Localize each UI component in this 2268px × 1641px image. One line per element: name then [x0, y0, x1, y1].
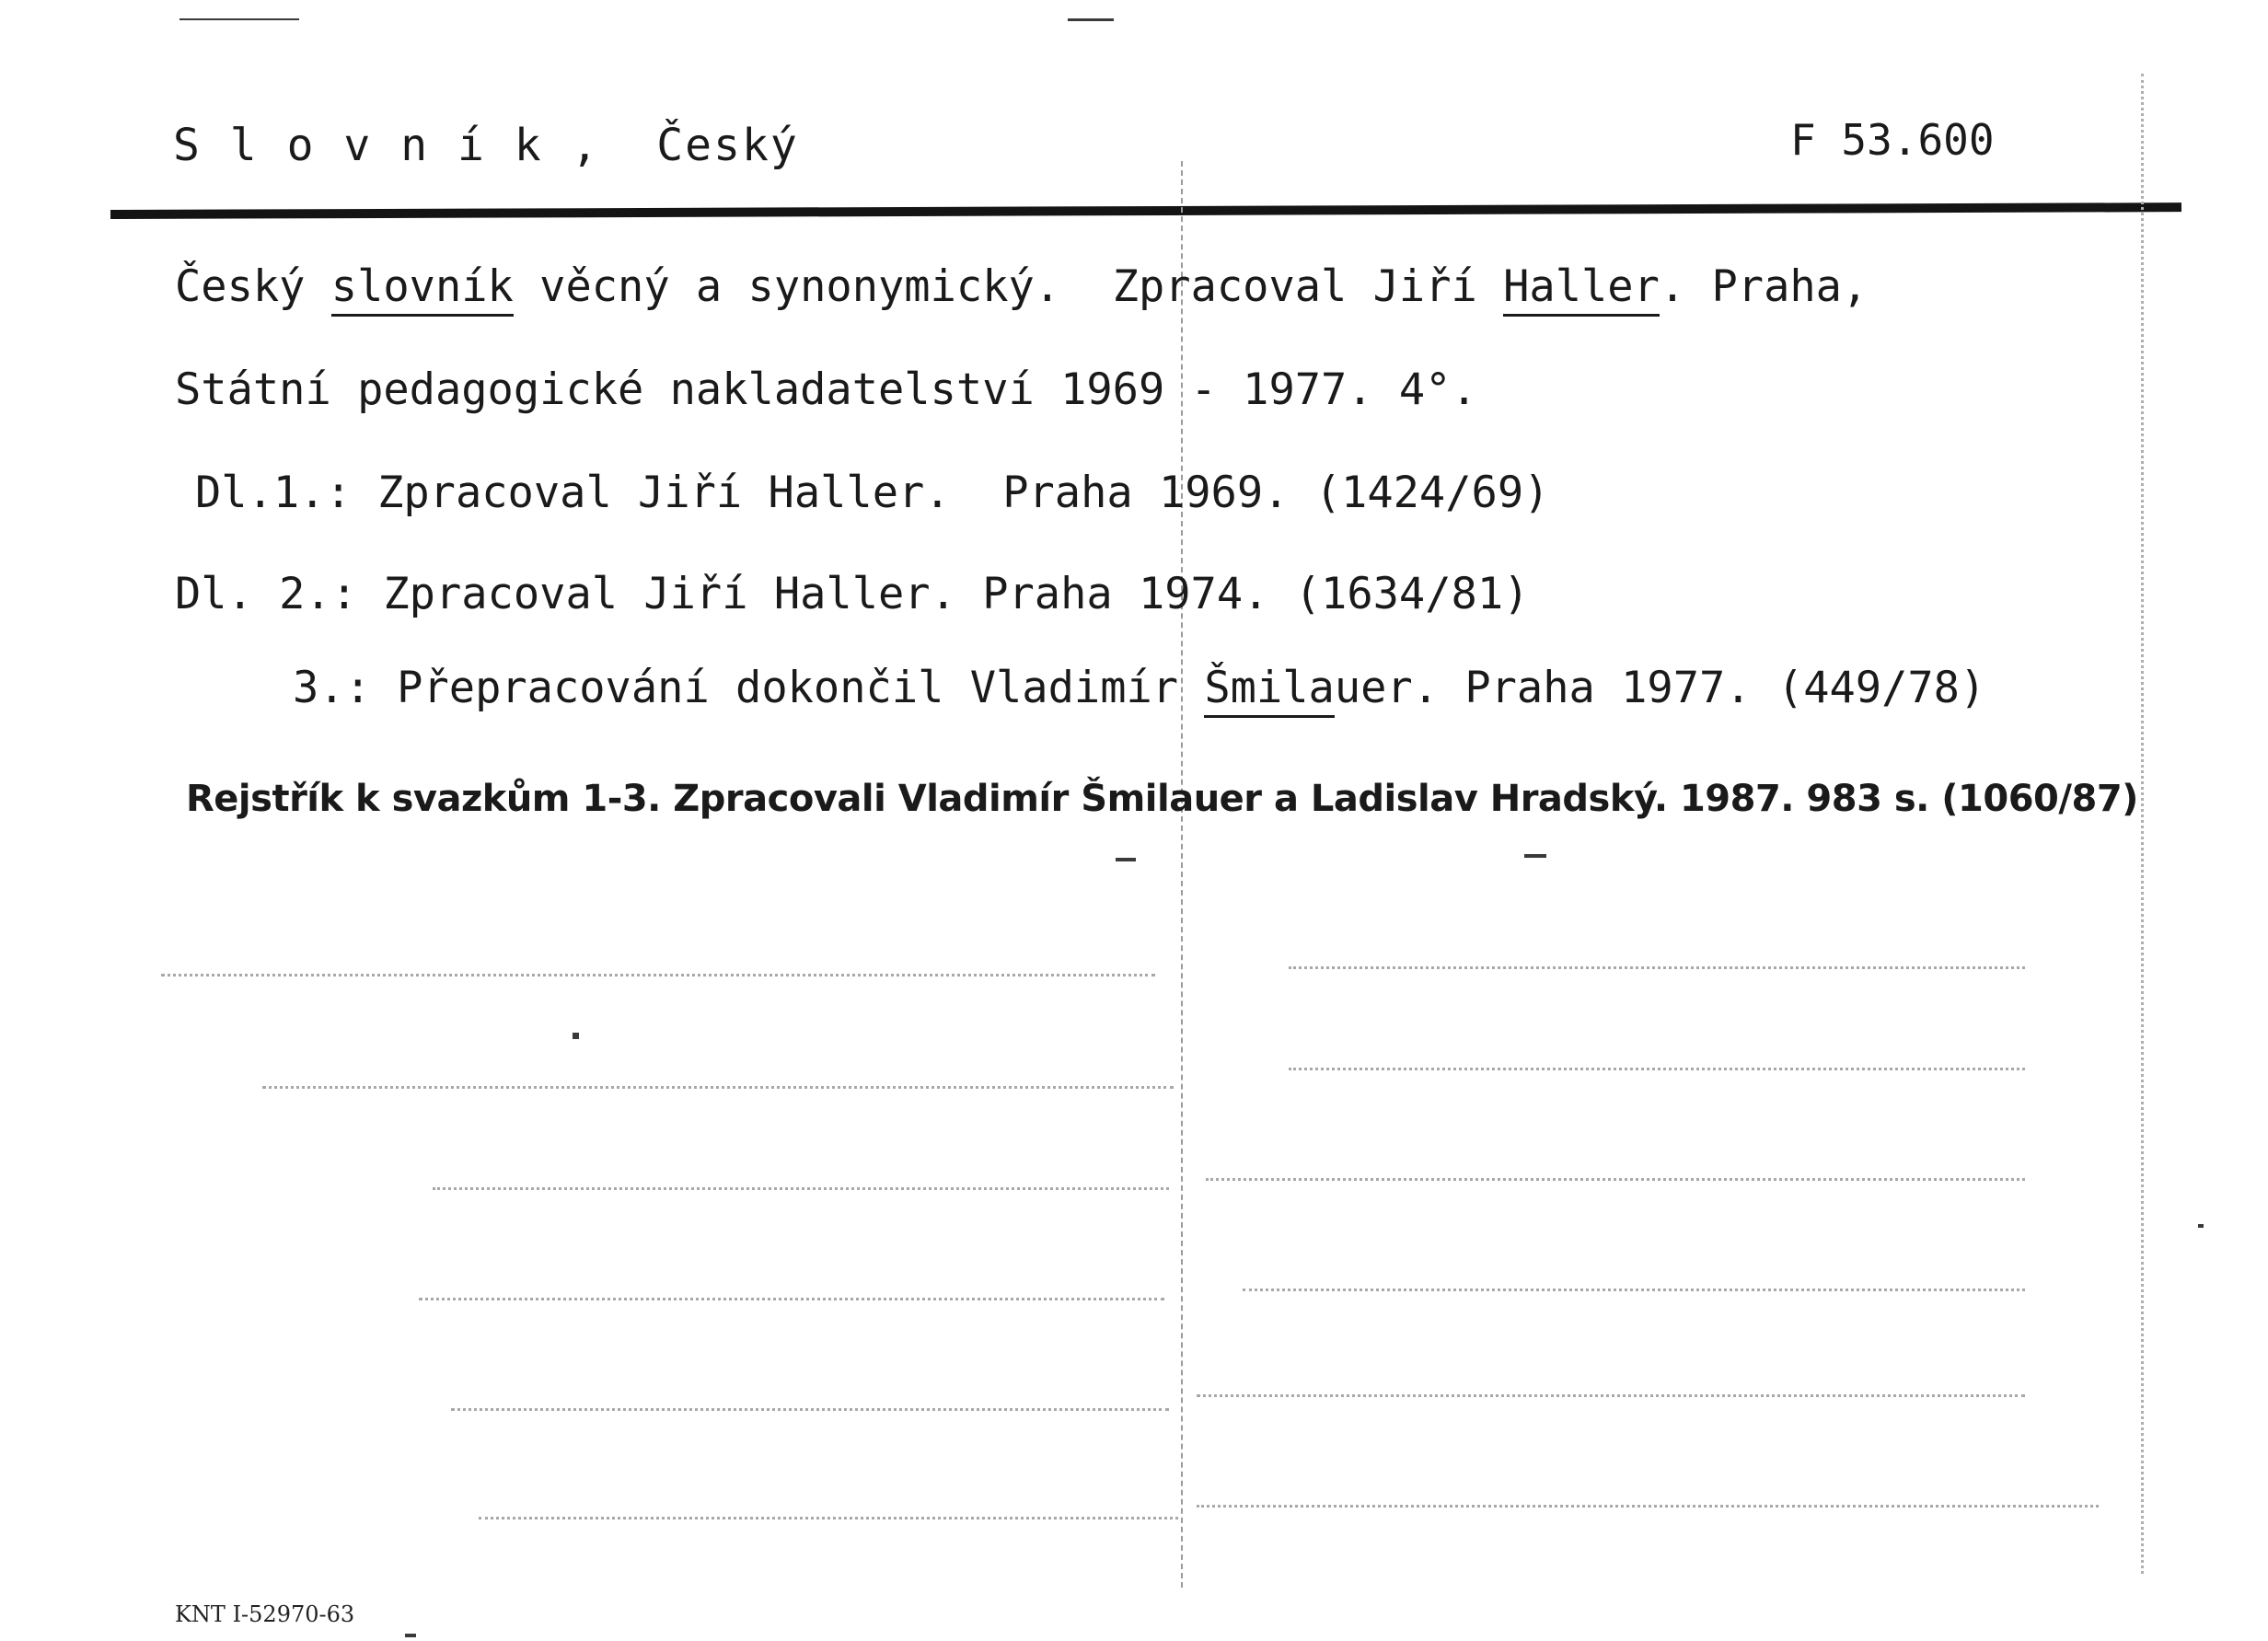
editor-surname: Šmila [1204, 663, 1334, 718]
ruling-line [1197, 1505, 2099, 1508]
ruling-line [1206, 1178, 2025, 1181]
ruling-line [479, 1517, 1178, 1520]
title-keyword: slovník [331, 261, 514, 317]
card-form-number: KNT I-52970-63 [175, 1601, 355, 1627]
author-surname: Haller [1503, 261, 1660, 317]
ruling-line [262, 1086, 1174, 1089]
print-mark [2198, 1224, 2204, 1228]
title-part: . Praha, [1659, 261, 1869, 312]
ruling-line [161, 974, 1155, 977]
call-number: F 53.600 [1790, 115, 1995, 165]
print-mark [1068, 18, 1114, 21]
print-mark [405, 1634, 416, 1637]
volume-3-part: uer. Praha 1977. (449/78) [1334, 663, 1986, 713]
ruling-line [451, 1408, 1169, 1411]
ruling-line [1243, 1289, 2025, 1291]
title-part: věcný a synonymický. Zpracoval Jiří [513, 261, 1504, 312]
volume-1-line: Dl.1.: Zpracoval Jiří Haller. Praha 1969. (1424/69) [195, 468, 1550, 518]
ruling-line [419, 1298, 1164, 1300]
volume-3-part: 3.: Přepracování dokončil Vladimír [293, 663, 1205, 713]
header-rule [110, 202, 2181, 219]
volume-2-line: Dl. 2.: Zpracoval Jiří Haller. Praha 1974. (1634/81) [175, 569, 1530, 619]
print-mark [1524, 854, 1546, 858]
index-volume-line: Rejstřík k svazkům 1-3. Zpracovali Vladimír Šmilauer a Ladislav Hradský. 1987. 983 s. (1060/87) [186, 778, 2138, 820]
ruling-line [433, 1187, 1169, 1190]
print-mark [1116, 858, 1136, 861]
card-heading: S l o v n í k , Český [173, 120, 799, 171]
volume-3-line [293, 663, 1986, 713]
right-guide-line [2141, 74, 2144, 1574]
ruling-line [1289, 1068, 2025, 1070]
ruling-line [1289, 966, 2025, 969]
print-mark [179, 18, 299, 20]
ruling-line [1197, 1394, 2025, 1397]
entry-title-line [175, 261, 1869, 312]
publisher-line: Státní pedagogické nakladatelství 1969 - 1977. 4°. [175, 364, 1477, 415]
title-part: Český [175, 261, 331, 312]
print-mark [573, 1033, 579, 1039]
